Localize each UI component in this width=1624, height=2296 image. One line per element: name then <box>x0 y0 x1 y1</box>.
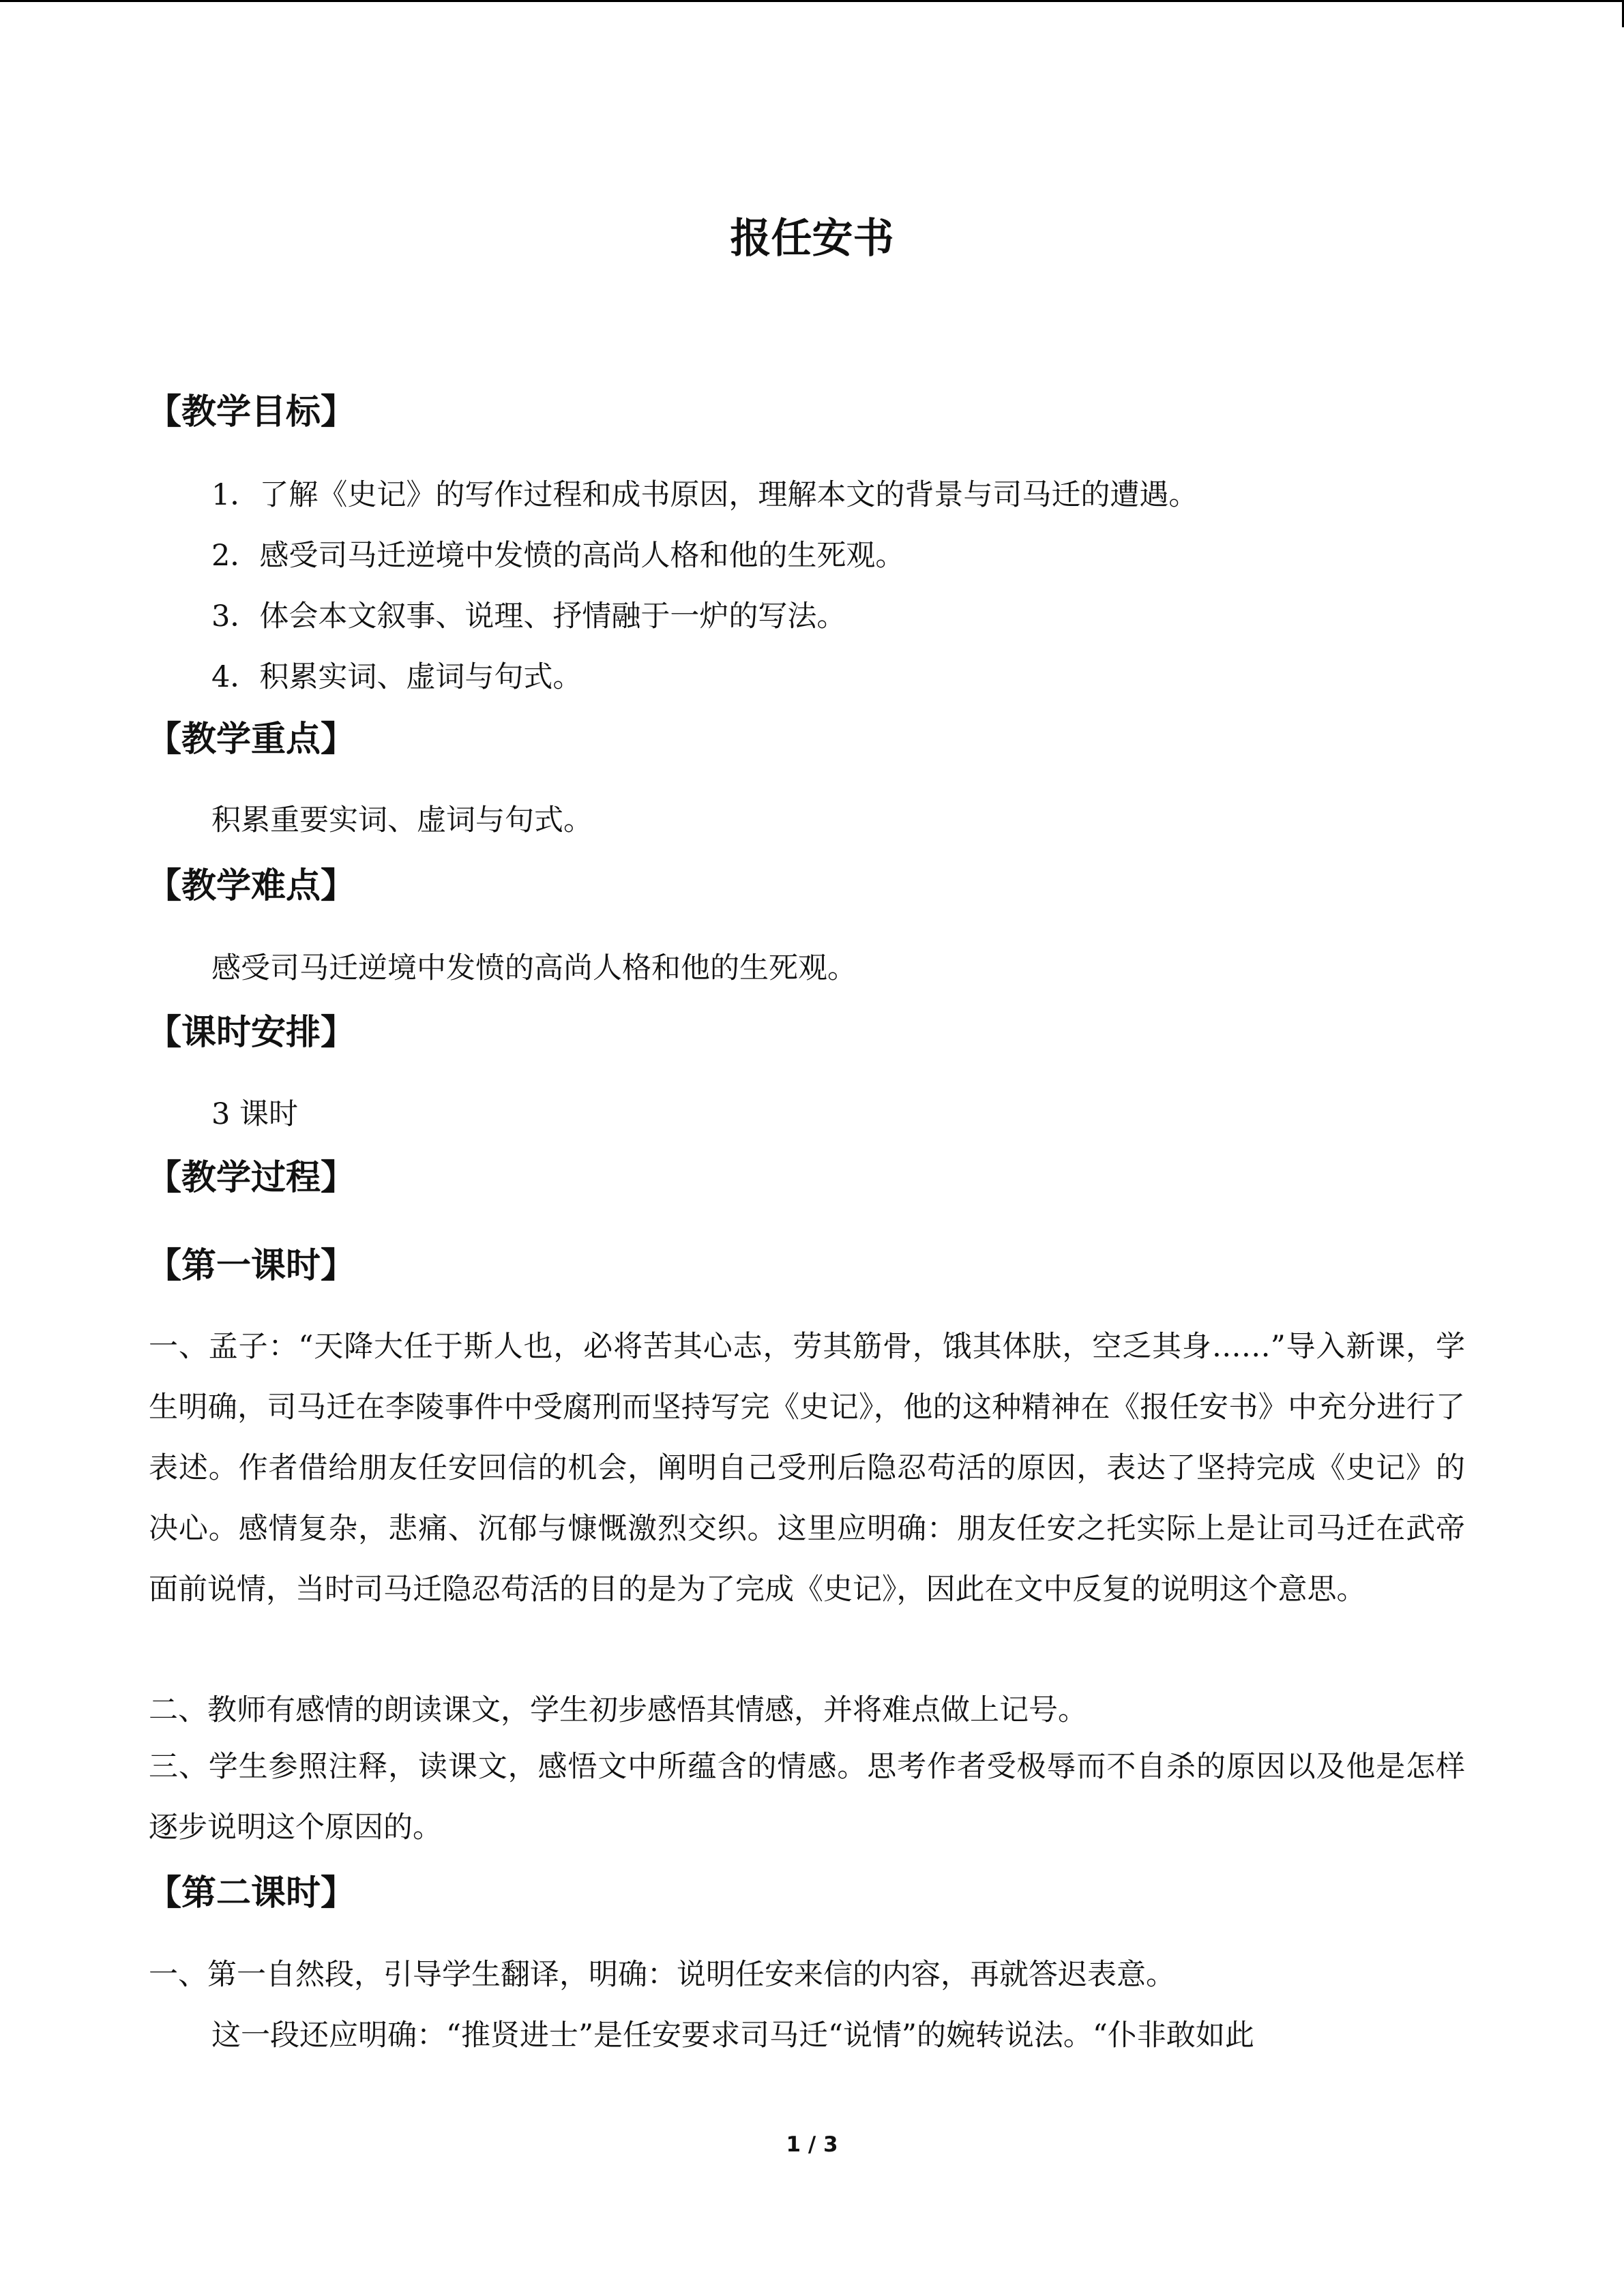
document-title: 报任安书 <box>730 215 894 263</box>
lesson2-paragraph-2: 这一段还应明确：“推贤进士”是任安要求司马迁“说情”的婉转说法。“仆非敢如此 <box>211 2018 1254 2053</box>
heading-difficulties: 【教学难点】 <box>147 866 356 906</box>
lesson1-paragraph-1: 一、孟子：“天降大任于斯人也，必将苦其心志，劳其筋骨，饿其体肤，空乏其身……”导入新课，学生明确，司马迁在李陵事件中受腐刑而坚持写完《史记》，他的这种精神在《报任安书》中充分进行了表述。作者借给朋友任安回信的机会，阐明自己受刑后隐忍苟活的原因，表达了坚持完成《史记》的决心。感情复杂，悲痛、沉郁与慷慨激烈交织。这里应明确：朋友任安之托实际上是让司马迁在武帝面前说情，当时司马迁隐忍苟活的目的是为了完成《史记》，因此在文中反复的说明这个意思。 <box>149 1330 1465 1607</box>
heading-schedule: 【课时安排】 <box>147 1013 356 1053</box>
schedule-text: 3 课时 <box>211 1097 299 1131</box>
key-points-text: 积累重要实词、虚词与句式。 <box>211 803 593 837</box>
page-number: 1 / 3 <box>786 2132 838 2157</box>
heading-lesson-1: 【第一课时】 <box>147 1246 356 1286</box>
page-border-top <box>0 0 1624 2</box>
heading-lesson-2: 【第二课时】 <box>147 1873 356 1913</box>
heading-process: 【教学过程】 <box>147 1158 356 1198</box>
objective-item-4: 4．积累实词、虚词与句式。 <box>211 660 582 694</box>
heading-key-points: 【教学重点】 <box>147 719 356 760</box>
objective-item-1: 1．了解《史记》的写作过程和成书原因，理解本文的背景与司马迁的遭遇。 <box>211 478 1198 512</box>
objective-item-3: 3．体会本文叙事、说理、抒情融于一炉的写法。 <box>211 599 846 633</box>
heading-objectives: 【教学目标】 <box>147 392 356 432</box>
objective-item-2: 2．感受司马迁逆境中发愤的高尚人格和他的生死观。 <box>211 539 905 573</box>
lesson1-paragraph-3: 三、学生参照注释，读课文，感悟文中所蕴含的情感。思考作者受极辱而不自杀的原因以及他是怎样逐步说明这个原因的。 <box>149 1750 1465 1845</box>
lesson1-paragraph-2: 二、教师有感情的朗读课文，学生初步感悟其情感，并将难点做上记号。 <box>149 1693 1087 1727</box>
difficulties-text: 感受司马迁逆境中发愤的高尚人格和他的生死观。 <box>211 951 857 985</box>
lesson2-paragraph-1: 一、第一自然段，引导学生翻译，明确：说明任安来信的内容，再就答迟表意。 <box>149 1958 1175 1992</box>
